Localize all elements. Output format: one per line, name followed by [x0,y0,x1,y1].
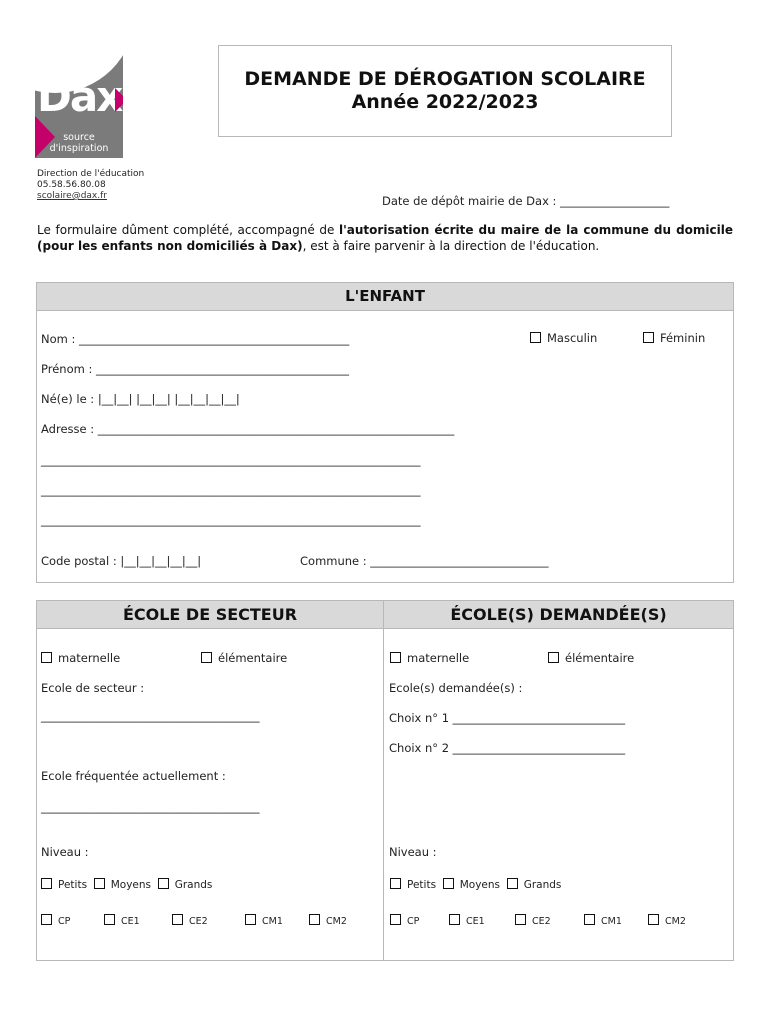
demandee-elementaire-option[interactable] [548,651,634,665]
demandee-cm2-label: CM2 [665,916,686,927]
feminin-option[interactable] [643,331,705,345]
demandee-ce1-checkbox[interactable] [449,914,460,925]
secteur-petits-label: Petits [58,879,88,891]
secteur-cm2-option[interactable] [309,914,347,927]
demandee-petits-option[interactable] [390,879,436,891]
demandee-cm1-checkbox[interactable] [584,914,595,925]
secteur-ce1-checkbox[interactable] [104,914,115,925]
masculin-checkbox[interactable] [530,332,541,343]
secteur-petits-option[interactable] [41,879,87,891]
direction-email-link[interactable]: scolaire@dax.fr [37,191,107,201]
adresse-line-4[interactable]: __________________________________________________________________ [41,513,421,527]
secteur-cm2-checkbox[interactable] [309,914,320,925]
demandee-cm1-option[interactable] [584,914,622,927]
demandee-ce1-option[interactable] [449,914,485,927]
demandee-petits-label: Petits [407,879,437,891]
logo-word: Dax [37,72,122,121]
secteur-elementaire-checkbox[interactable] [201,652,212,663]
demandee-cp-option[interactable] [390,914,419,927]
demandee-niveau-maternelle-row [390,878,561,891]
demandee-moyens-option[interactable] [443,879,500,891]
intro-paragraph [37,222,733,254]
demandee-niveau-label: Niveau : [389,845,437,859]
secteur-elementaire-label: élémentaire [218,651,288,665]
demandee-cm2-checkbox[interactable] [648,914,659,925]
demandee-cm2-option[interactable] [648,914,686,927]
secteur-moyens-label: Moyens [110,879,152,891]
secteur-cm1-checkbox[interactable] [245,914,256,925]
demandee-elementaire-label: élémentaire [565,651,635,665]
prenom-field[interactable]: Prénom : ____________________________________________ [41,362,349,376]
demandee-cp-label: CP [407,916,420,927]
direction-name: Direction de l'éducation [37,169,145,179]
section-demandee-heading: ÉCOLE(S) DEMANDÉE(S) [384,601,733,629]
secteur-ce1-option[interactable] [104,914,140,927]
demandee-maternelle-option[interactable] [390,651,469,665]
adresse-field[interactable]: Adresse : ______________________________________________________________ [41,422,455,436]
ecoles-demandees-label: Ecole(s) demandée(s) : [389,681,523,695]
secteur-ce2-label: CE2 [189,916,208,927]
direction-phone: 05.58.56.80.08 [37,180,106,190]
form-title: DEMANDE DE DÉROGATION SCOLAIRE [244,68,646,90]
demandee-ce1-label: CE1 [466,916,485,927]
demandee-ce2-option[interactable] [515,914,551,927]
secteur-moyens-checkbox[interactable] [94,878,105,889]
choix-2-field[interactable]: Choix n° 2 ______________________________ [389,741,626,755]
demandee-grands-checkbox[interactable] [507,878,518,889]
feminin-checkbox[interactable] [643,332,654,343]
secteur-niveau-maternelle-row [41,878,212,891]
secteur-ce2-checkbox[interactable] [172,914,183,925]
masculin-label: Masculin [547,331,598,345]
demandee-petits-checkbox[interactable] [390,878,401,889]
demandee-moyens-checkbox[interactable] [443,878,454,889]
demandee-moyens-label: Moyens [459,879,501,891]
nom-field[interactable]: Nom : _______________________________________________ [41,332,350,346]
choix-1-field[interactable]: Choix n° 1 ______________________________ [389,711,626,725]
form-year: Année 2022/2023 [351,91,539,113]
demandee-maternelle-label: maternelle [407,651,470,665]
commune-field[interactable]: Commune : _______________________________ [300,554,549,568]
ecole-secteur-field[interactable]: ______________________________________ [41,709,260,723]
logo-tagline [35,132,123,154]
demandee-cp-checkbox[interactable] [390,914,401,925]
feminin-label: Féminin [660,331,706,345]
masculin-option[interactable] [530,331,597,345]
secteur-moyens-option[interactable] [94,879,151,891]
ecole-frequentee-field[interactable]: ______________________________________ [41,800,260,814]
depot-date-field[interactable]: Date de dépôt mairie de Dax : ___________________ [382,194,670,208]
secteur-maternelle-label: maternelle [58,651,121,665]
section-enfant-heading: L'ENFANT [37,283,733,311]
dax-logo [35,28,123,158]
demandee-grands-option[interactable] [507,879,562,891]
birthdate-field[interactable]: Né(e) le : |__|__| |__|__| |__|__|__|__| [41,392,240,406]
section-secteur-heading: ÉCOLE DE SECTEUR [37,601,383,629]
logo-accent-triangle [115,88,123,112]
ecoles-divider [383,600,384,960]
secteur-grands-checkbox[interactable] [158,878,169,889]
demandee-maternelle-checkbox[interactable] [390,652,401,663]
secteur-cm1-option[interactable] [245,914,283,927]
demandee-ce2-label: CE2 [532,916,551,927]
secteur-grands-label: Grands [174,879,213,891]
demandee-ce2-checkbox[interactable] [515,914,526,925]
secteur-cm2-label: CM2 [326,916,347,927]
secteur-niveau-label: Niveau : [41,845,89,859]
secteur-ce1-label: CE1 [121,916,140,927]
demandee-cm1-label: CM1 [601,916,622,927]
demandee-grands-label: Grands [523,879,562,891]
direction-info [37,169,144,202]
logo-tagline-2: d'inspiration [49,143,109,154]
ecole-secteur-label: Ecole de secteur : [41,681,145,695]
logo-tagline-1: source [63,132,95,143]
secteur-maternelle-checkbox[interactable] [41,652,52,663]
intro-bold-text: l'autorisation écrite du maire de la commune du domicile (pour les enfants non domiciliés à Dax) [37,223,733,253]
secteur-cp-option[interactable] [41,914,70,927]
title-box [218,45,672,137]
intro-text-2: , est à faire parvenir à la direction de l'éducation. [302,239,600,253]
secteur-grands-option[interactable] [158,879,213,891]
secteur-cm1-label: CM1 [262,916,283,927]
demandee-elementaire-checkbox[interactable] [548,652,559,663]
secteur-maternelle-option[interactable] [41,651,120,665]
adresse-line-3[interactable]: __________________________________________________________________ [41,483,421,497]
intro-text-1: Le formulaire dûment complété, accompagné de [37,223,339,237]
secteur-petits-checkbox[interactable] [41,878,52,889]
secteur-elementaire-option[interactable] [201,651,287,665]
code-postal-field[interactable]: Code postal : |__|__|__|__|__| [41,554,202,568]
ecole-frequentee-label: Ecole fréquentée actuellement : [41,769,226,783]
secteur-cp-checkbox[interactable] [41,914,52,925]
adresse-line-2[interactable]: __________________________________________________________________ [41,453,421,467]
secteur-cp-label: CP [58,916,71,927]
secteur-ce2-option[interactable] [172,914,208,927]
